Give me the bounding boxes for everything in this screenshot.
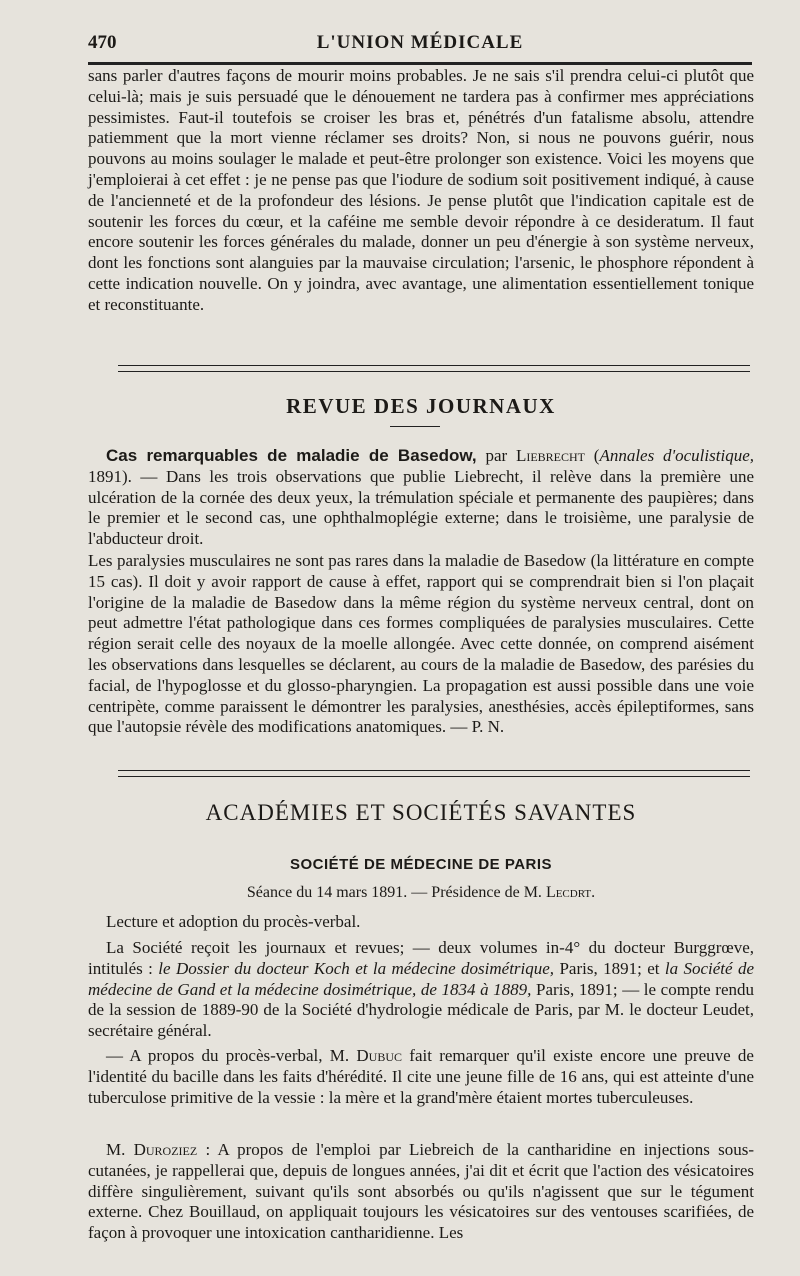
speaker-duroziez: Duroziez	[133, 1140, 198, 1159]
revue-title: REVUE DES JOURNAUX	[286, 394, 556, 418]
revue-article: Cas remarquables de maladie de Basedow, par Liebrecht (Annales d'oculistique, 1891). — Dans les trois observations que publie Liebrecht, il relève dans la première une ulcération de la cornée des deux yeux, la trémulation spéciale et permanente des paupières; dans le premier et le second cas, une ophthalmoplégie externe; dans le troisième, une paralysie de l'abducteur droit.	[88, 446, 754, 549]
intro-paragraph: sans parler d'autres façons de mourir moins probables. Je ne sais s'il prendra celui-ci plutôt que celui-là; mais je suis persuadé que le dénouement ne tardera pas à confirmer mes appréciations pessimistes. Faut-il toutefois se croiser les bras et, pénétrés d'un fatalisme absolu, attendre patiemment que la mort vienne réclamer ses droits? Non, si nous ne pouvons guérir, nous pouvons au moins soulager le malade et peut-être prolonger son existence. Voici les moyens que j'emploierai à cet effet : je ne pense pas que l'iodure de sodium soit positivement indiqué, à cause de l'ancienneté et de la profondeur des lésions. Je pense plutôt que l'indication capitale est de soutenir les forces du cœur, et la caféine me semble devoir répondre à ce desideratum. Il faut encore soutenir les forces générales du malade, donner un peu d'énergie à son système nerveux, dont les fonctions sont alanguies par la mauvaise circulation; l'arsenic, le phosphore répondent à cette indication nouvelle. On y joindra, avec avantage, une alimentation essentiellement tonique et reconstituante.	[88, 66, 754, 314]
speaker-dubuc: Dubuc	[356, 1046, 403, 1065]
article-title: Cas remarquables de maladie de Basedow,	[106, 446, 477, 465]
president-name: Lecdrt.	[545, 884, 596, 901]
seance-line: Séance du 14 mars 1891. — Présidence de M. Lecdrt.	[246, 884, 596, 901]
section-divider-2	[118, 770, 750, 777]
duroziez-paragraph: M. Duroziez : A propos de l'emploi par Liebreich de la cantharidine en injections sous-cutanées, je rappellerai que, depuis de longues années, j'ai dit et écrit que l'action des vésicatoires diffère singulièrement, suivant qu'ils sont absorbés ou qu'ils n'agissent que sur le tégument externe. Chez Bouillaud, on appliquait toujours les vésicatoires sur des ventouses scarifiées, de façon à provoquer une intoxication cantharidienne. Les	[88, 1140, 754, 1243]
correspondence-paragraph: La Société reçoit les journaux et revues; — deux volumes in-4° du docteur Burggrœve, intitulés : le Dossier du docteur Koch et la médecine dosimétrique, Paris, 1891; et la Société de médecine de Gand et la médecine dosimétrique, de 1834 à 1889, Paris, 1891; — le compte rendu de la session de 1889-90 de la Société d'hydrologie médicale de Paris, par M. le docteur Leudet, secrétaire général.	[88, 938, 754, 1041]
minutes-adoption: Lecture et adoption du procès-verbal.	[106, 912, 361, 931]
dubuc-paragraph: — A propos du procès-verbal, M. Dubuc fait remarquer qu'il existe encore une preuve de l'identité du bacille dans les faits d'hérédité. Il cite une jeune fille de 16 ans, qui est atteinte d'une tuberculose primitive de la vessie : la mère et la grand'mère étaient mortes tuberculeuses.	[88, 1046, 754, 1107]
journal-title: L'UNION MÉDICALE	[316, 32, 524, 53]
article-body: 1891). — Dans les trois observations que publie Liebrecht, il relève dans la première une ulcération de la cornée des deux yeux, la trémulation spéciale et permanente des paupières; dans le premier et le second cas, une ophthalmoplégie externe; dans le troisième, une paralysie de l'abducteur droit.	[88, 466, 754, 549]
academies-title: ACADÉMIES ET SOCIÉTÉS SAVANTES	[205, 800, 637, 825]
society-name: SOCIÉTÉ DE MÉDECINE DE PARIS	[289, 856, 553, 873]
revue-paragraph-2: Les paralysies musculaires ne sont pas rares dans la maladie de Basedow (la littérature en compte 15 cas). Il doit y avoir rapport de cause à effet, rapport qui se comprendrait bien si l'on plaçait l'origine de la maladie de Basedow dans la même région du système nerveux central, dont on peut admettre l'état pathologique dans ces formes compliquées de paralysies musculaires. Cette région serait celle des noyaux de la moelle allongée. Avec cette donnée, on comprend aisément les observations dans lesquelles se déclarent, au cours de la maladie de Basedow, des parésies du facial, de l'hypoglosse et du glosso-pharyngien. La propagation est aussi possible dans une voie centripète, comme paraissent le démontrer les paralysies, anesthésies, accès épileptiformes, sans que l'autopsie révèle des modifications anatomiques. — P. N.	[88, 551, 754, 737]
article-journal: Annales d'oculistique,	[599, 446, 754, 465]
article-author: Liebrecht	[515, 446, 585, 465]
page-number: 470	[88, 32, 117, 53]
section-divider-1	[118, 365, 750, 372]
running-header	[88, 32, 752, 56]
title-underline	[390, 426, 440, 427]
